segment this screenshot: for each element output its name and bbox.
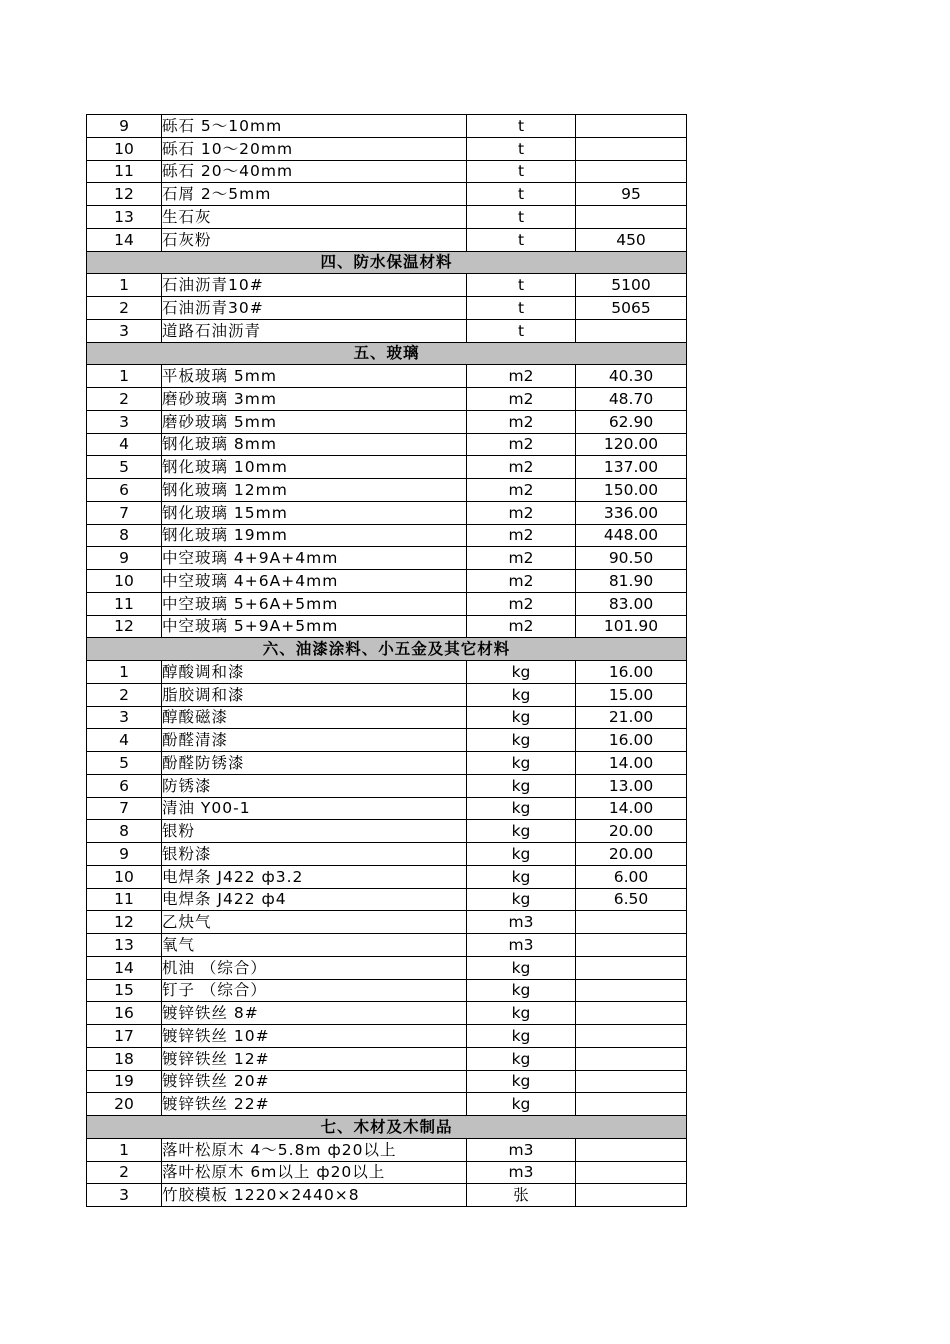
item-name-cell: 镀锌铁丝 10# [162, 1025, 467, 1048]
table-row [87, 115, 687, 138]
table-row [87, 911, 687, 934]
price-cell: 95 [576, 183, 687, 206]
price-cell [576, 979, 687, 1002]
unit-cell: kg [467, 683, 576, 706]
unit-cell: kg [467, 1047, 576, 1070]
table-row [87, 1161, 687, 1184]
item-number-cell: 12 [87, 615, 162, 638]
item-number-cell: 10 [87, 137, 162, 160]
item-number-cell: 2 [87, 683, 162, 706]
item-number-cell: 6 [87, 479, 162, 502]
item-number-cell: 2 [87, 388, 162, 411]
price-cell: 13.00 [576, 774, 687, 797]
item-name-cell: 乙炔气 [162, 911, 467, 934]
item-name-cell: 钢化玻璃 8mm [162, 433, 467, 456]
unit-cell: kg [467, 706, 576, 729]
price-cell: 48.70 [576, 388, 687, 411]
price-cell: 20.00 [576, 843, 687, 866]
section-header-row [87, 342, 687, 365]
item-number-cell: 2 [87, 297, 162, 320]
item-name-cell: 砾石 20～40mm [162, 160, 467, 183]
table-row [87, 888, 687, 911]
price-cell [576, 1093, 687, 1116]
price-cell: 6.50 [576, 888, 687, 911]
price-cell [576, 1138, 687, 1161]
item-number-cell: 17 [87, 1025, 162, 1048]
table-row [87, 183, 687, 206]
price-cell: 448.00 [576, 524, 687, 547]
unit-cell: m2 [467, 410, 576, 433]
item-number-cell: 14 [87, 228, 162, 251]
price-cell [576, 206, 687, 229]
item-number-cell: 13 [87, 206, 162, 229]
price-cell: 16.00 [576, 661, 687, 684]
item-name-cell: 平板玻璃 5mm [162, 365, 467, 388]
section-title: 四、防水保温材料 [87, 251, 687, 274]
price-cell: 14.00 [576, 797, 687, 820]
price-cell [576, 1002, 687, 1025]
item-number-cell: 6 [87, 774, 162, 797]
table-row [87, 297, 687, 320]
table-row [87, 570, 687, 593]
price-cell: 15.00 [576, 683, 687, 706]
price-cell: 450 [576, 228, 687, 251]
item-name-cell: 石油沥青10# [162, 274, 467, 297]
unit-cell: t [467, 183, 576, 206]
item-name-cell: 银粉漆 [162, 843, 467, 866]
item-number-cell: 1 [87, 661, 162, 684]
unit-cell: m3 [467, 911, 576, 934]
price-cell: 16.00 [576, 729, 687, 752]
unit-cell: kg [467, 774, 576, 797]
price-cell [576, 1184, 687, 1207]
item-name-cell: 钢化玻璃 19mm [162, 524, 467, 547]
table-row [87, 410, 687, 433]
unit-cell: t [467, 319, 576, 342]
unit-cell: t [467, 137, 576, 160]
item-name-cell: 氧气 [162, 934, 467, 957]
item-name-cell: 钢化玻璃 10mm [162, 456, 467, 479]
price-cell [576, 1047, 687, 1070]
price-cell [576, 911, 687, 934]
table-row [87, 774, 687, 797]
item-name-cell: 道路石油沥青 [162, 319, 467, 342]
unit-cell: m2 [467, 570, 576, 593]
item-number-cell: 3 [87, 319, 162, 342]
item-number-cell: 11 [87, 888, 162, 911]
unit-cell: m2 [467, 388, 576, 411]
table-row [87, 729, 687, 752]
item-number-cell: 14 [87, 956, 162, 979]
item-name-cell: 钉子 （综合） [162, 979, 467, 1002]
price-cell: 62.90 [576, 410, 687, 433]
item-number-cell: 4 [87, 433, 162, 456]
item-number-cell: 10 [87, 570, 162, 593]
unit-cell: m2 [467, 433, 576, 456]
table-row [87, 433, 687, 456]
item-name-cell: 落叶松原木 6m以上 ф20以上 [162, 1161, 467, 1184]
item-name-cell: 磨砂玻璃 5mm [162, 410, 467, 433]
item-number-cell: 1 [87, 1138, 162, 1161]
unit-cell: kg [467, 1093, 576, 1116]
unit-cell: kg [467, 888, 576, 911]
price-cell: 20.00 [576, 820, 687, 843]
item-name-cell: 酚醛防锈漆 [162, 752, 467, 775]
price-cell [576, 1161, 687, 1184]
item-number-cell: 3 [87, 1184, 162, 1207]
table-row [87, 797, 687, 820]
table-row [87, 524, 687, 547]
item-name-cell: 竹胶模板 1220×2440×8 [162, 1184, 467, 1207]
price-cell [576, 956, 687, 979]
unit-cell: 张 [467, 1184, 576, 1207]
price-cell: 150.00 [576, 479, 687, 502]
item-number-cell: 20 [87, 1093, 162, 1116]
price-cell: 90.50 [576, 547, 687, 570]
item-number-cell: 11 [87, 592, 162, 615]
item-number-cell: 10 [87, 865, 162, 888]
item-name-cell: 镀锌铁丝 8# [162, 1002, 467, 1025]
item-number-cell: 13 [87, 934, 162, 957]
price-cell [576, 115, 687, 138]
table-row [87, 843, 687, 866]
unit-cell: kg [467, 797, 576, 820]
table-row [87, 456, 687, 479]
item-name-cell: 石油沥青30# [162, 297, 467, 320]
item-number-cell: 12 [87, 911, 162, 934]
item-name-cell: 落叶松原木 4～5.8m ф20以上 [162, 1138, 467, 1161]
table-row [87, 547, 687, 570]
unit-cell: m2 [467, 501, 576, 524]
price-cell [576, 934, 687, 957]
table-row [87, 501, 687, 524]
table-row [87, 706, 687, 729]
unit-cell: t [467, 206, 576, 229]
unit-cell: t [467, 297, 576, 320]
table-row [87, 137, 687, 160]
item-name-cell: 醇酸调和漆 [162, 661, 467, 684]
unit-cell: m2 [467, 615, 576, 638]
unit-cell: kg [467, 661, 576, 684]
item-number-cell: 7 [87, 797, 162, 820]
table-row [87, 592, 687, 615]
unit-cell: t [467, 115, 576, 138]
unit-cell: kg [467, 979, 576, 1002]
item-number-cell: 7 [87, 501, 162, 524]
item-number-cell: 12 [87, 183, 162, 206]
item-name-cell: 钢化玻璃 15mm [162, 501, 467, 524]
table-row [87, 1002, 687, 1025]
item-name-cell: 镀锌铁丝 12# [162, 1047, 467, 1070]
unit-cell: m2 [467, 365, 576, 388]
table-row [87, 1184, 687, 1207]
price-cell: 5100 [576, 274, 687, 297]
item-name-cell: 中空玻璃 4+9A+4mm [162, 547, 467, 570]
unit-cell: kg [467, 820, 576, 843]
price-cell [576, 1025, 687, 1048]
unit-cell: kg [467, 956, 576, 979]
table-row [87, 820, 687, 843]
price-cell: 83.00 [576, 592, 687, 615]
unit-cell: t [467, 228, 576, 251]
item-name-cell: 醇酸磁漆 [162, 706, 467, 729]
item-name-cell: 电焊条 J422 ф3.2 [162, 865, 467, 888]
item-name-cell: 中空玻璃 4+6A+4mm [162, 570, 467, 593]
item-name-cell: 钢化玻璃 12mm [162, 479, 467, 502]
unit-cell: m2 [467, 547, 576, 570]
price-cell: 21.00 [576, 706, 687, 729]
table-row [87, 934, 687, 957]
item-number-cell: 3 [87, 410, 162, 433]
unit-cell: m3 [467, 934, 576, 957]
table-row [87, 160, 687, 183]
table-row [87, 752, 687, 775]
table-row [87, 206, 687, 229]
item-name-cell: 生石灰 [162, 206, 467, 229]
section-header-row [87, 1116, 687, 1139]
table-row [87, 979, 687, 1002]
price-cell: 40.30 [576, 365, 687, 388]
table-row [87, 1070, 687, 1093]
unit-cell: kg [467, 1025, 576, 1048]
table-row [87, 274, 687, 297]
item-number-cell: 16 [87, 1002, 162, 1025]
item-number-cell: 15 [87, 979, 162, 1002]
item-name-cell: 镀锌铁丝 20# [162, 1070, 467, 1093]
item-name-cell: 砾石 10～20mm [162, 137, 467, 160]
unit-cell: m2 [467, 524, 576, 547]
unit-cell: kg [467, 865, 576, 888]
table-row [87, 228, 687, 251]
item-number-cell: 19 [87, 1070, 162, 1093]
unit-cell: t [467, 274, 576, 297]
table-row [87, 683, 687, 706]
price-cell [576, 137, 687, 160]
item-number-cell: 8 [87, 820, 162, 843]
section-title: 七、木材及木制品 [87, 1116, 687, 1139]
item-number-cell: 9 [87, 843, 162, 866]
item-number-cell: 9 [87, 547, 162, 570]
price-cell: 5065 [576, 297, 687, 320]
item-number-cell: 11 [87, 160, 162, 183]
item-name-cell: 石灰粉 [162, 228, 467, 251]
price-cell: 81.90 [576, 570, 687, 593]
table-row [87, 365, 687, 388]
item-name-cell: 防锈漆 [162, 774, 467, 797]
item-number-cell: 1 [87, 365, 162, 388]
item-name-cell: 脂胶调和漆 [162, 683, 467, 706]
price-cell: 14.00 [576, 752, 687, 775]
item-name-cell: 清油 Y00-1 [162, 797, 467, 820]
table-row [87, 319, 687, 342]
material-price-table [86, 114, 687, 1207]
item-name-cell: 磨砂玻璃 3mm [162, 388, 467, 411]
item-name-cell: 石屑 2～5mm [162, 183, 467, 206]
table-row [87, 1047, 687, 1070]
table-row [87, 1093, 687, 1116]
unit-cell: kg [467, 1070, 576, 1093]
section-header-row [87, 251, 687, 274]
material-price-table-body [87, 115, 687, 1207]
unit-cell: t [467, 160, 576, 183]
table-row [87, 865, 687, 888]
item-number-cell: 5 [87, 752, 162, 775]
table-row [87, 388, 687, 411]
item-number-cell: 4 [87, 729, 162, 752]
item-number-cell: 1 [87, 274, 162, 297]
item-name-cell: 酚醛清漆 [162, 729, 467, 752]
item-number-cell: 5 [87, 456, 162, 479]
unit-cell: kg [467, 843, 576, 866]
item-number-cell: 3 [87, 706, 162, 729]
price-cell [576, 319, 687, 342]
item-name-cell: 镀锌铁丝 22# [162, 1093, 467, 1116]
unit-cell: kg [467, 729, 576, 752]
unit-cell: m2 [467, 456, 576, 479]
price-cell [576, 160, 687, 183]
unit-cell: m2 [467, 592, 576, 615]
item-name-cell: 银粉 [162, 820, 467, 843]
table-row [87, 661, 687, 684]
price-cell: 120.00 [576, 433, 687, 456]
table-row [87, 615, 687, 638]
unit-cell: kg [467, 752, 576, 775]
unit-cell: m3 [467, 1138, 576, 1161]
item-name-cell: 中空玻璃 5+9A+5mm [162, 615, 467, 638]
section-header-row [87, 638, 687, 661]
section-title: 六、油漆涂料、小五金及其它材料 [87, 638, 687, 661]
price-cell: 137.00 [576, 456, 687, 479]
item-name-cell: 砾石 5～10mm [162, 115, 467, 138]
price-cell [576, 1070, 687, 1093]
table-row [87, 479, 687, 502]
item-number-cell: 8 [87, 524, 162, 547]
item-number-cell: 9 [87, 115, 162, 138]
price-cell: 336.00 [576, 501, 687, 524]
item-number-cell: 2 [87, 1161, 162, 1184]
unit-cell: m3 [467, 1161, 576, 1184]
item-number-cell: 18 [87, 1047, 162, 1070]
item-name-cell: 中空玻璃 5+6A+5mm [162, 592, 467, 615]
price-cell: 101.90 [576, 615, 687, 638]
unit-cell: m2 [467, 479, 576, 502]
unit-cell: kg [467, 1002, 576, 1025]
item-name-cell: 机油 （综合） [162, 956, 467, 979]
price-cell: 6.00 [576, 865, 687, 888]
table-row [87, 956, 687, 979]
table-row [87, 1138, 687, 1161]
item-name-cell: 电焊条 J422 ф4 [162, 888, 467, 911]
table-row [87, 1025, 687, 1048]
section-title: 五、玻璃 [87, 342, 687, 365]
